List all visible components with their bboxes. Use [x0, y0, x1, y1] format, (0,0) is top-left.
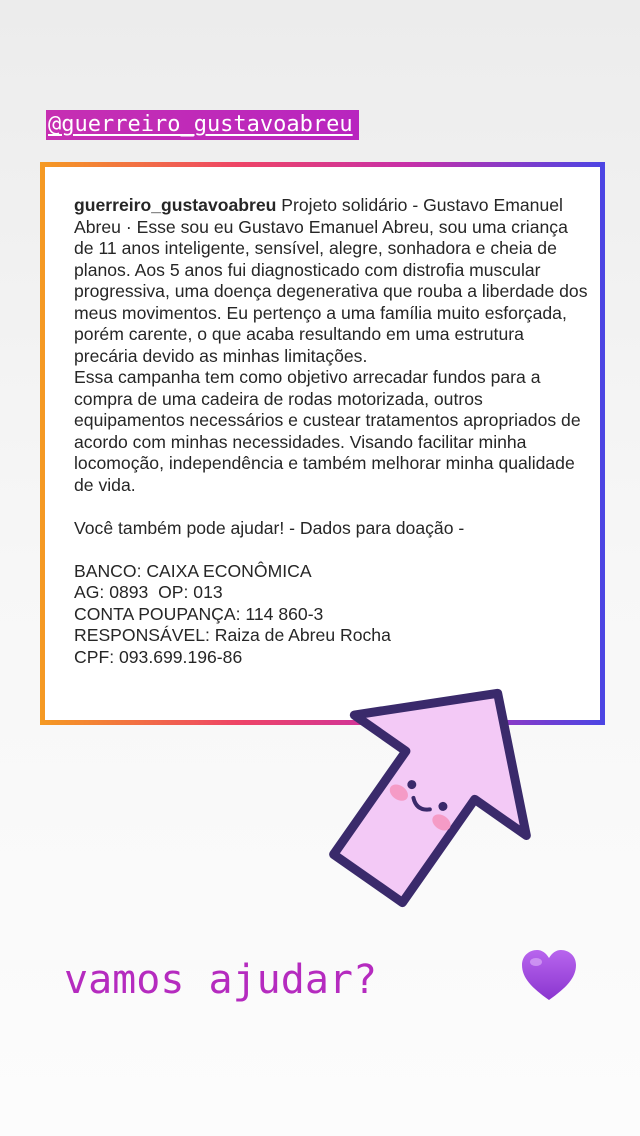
donation-cpf: CPF: 093.699.196-86 — [74, 646, 243, 667]
caption-paragraph-2: Essa campanha tem como objetivo arrecadar fundos para a compra de uma cadeira de rodas motorizada, outros equipamentos necessários e custear tratamentos apropriados de acordo com minhas necessidades. Visando facilitar minha locomoção, independência e também melhorar minha qualidade de vida. — [74, 367, 581, 495]
mention-sticker[interactable] — [46, 110, 359, 140]
footer-caption: vamos ajudar? — [64, 957, 378, 1003]
donation-account: CONTA POUPANÇA: 114 860-3 — [74, 603, 324, 624]
post-username: guerreiro_gustavoabreu — [74, 195, 277, 215]
donation-agency: AG: 0893 OP: 013 — [74, 582, 223, 602]
caption-paragraph-1 — [74, 195, 588, 367]
caption-text-1: Projeto solidário - Gustavo Emanuel Abreu · Esse sou eu Gustavo Emanuel Abreu, sou uma criança de 11 anos inteligente, sensível, alegre, sonhadora e cheia de planos. Aos 5 anos fui diagnosticado com distrofia muscular progressiva, uma doença degenerativa que rouba a liberdade dos meus movimentos. Eu pertenço a uma família muito esforçada, porém carente, o que acaba resultando em uma estrutura precária devido as minhas limitações. — [74, 195, 588, 366]
arrow-face-sticker — [300, 660, 560, 920]
arrow-shape — [300, 660, 560, 920]
purple-heart-icon — [520, 948, 578, 1004]
caption-callout: Você também pode ajudar! - Dados para doação - — [74, 517, 465, 538]
donation-bank: BANCO: CAIXA ECONÔMICA — [74, 560, 312, 581]
mention-text: @guerreiro_gustavoabreu — [48, 112, 353, 137]
donation-responsible: RESPONSÁVEL: Raiza de Abreu Rocha — [74, 625, 391, 645]
post-caption — [45, 167, 600, 720]
post-screenshot-frame — [40, 162, 605, 725]
